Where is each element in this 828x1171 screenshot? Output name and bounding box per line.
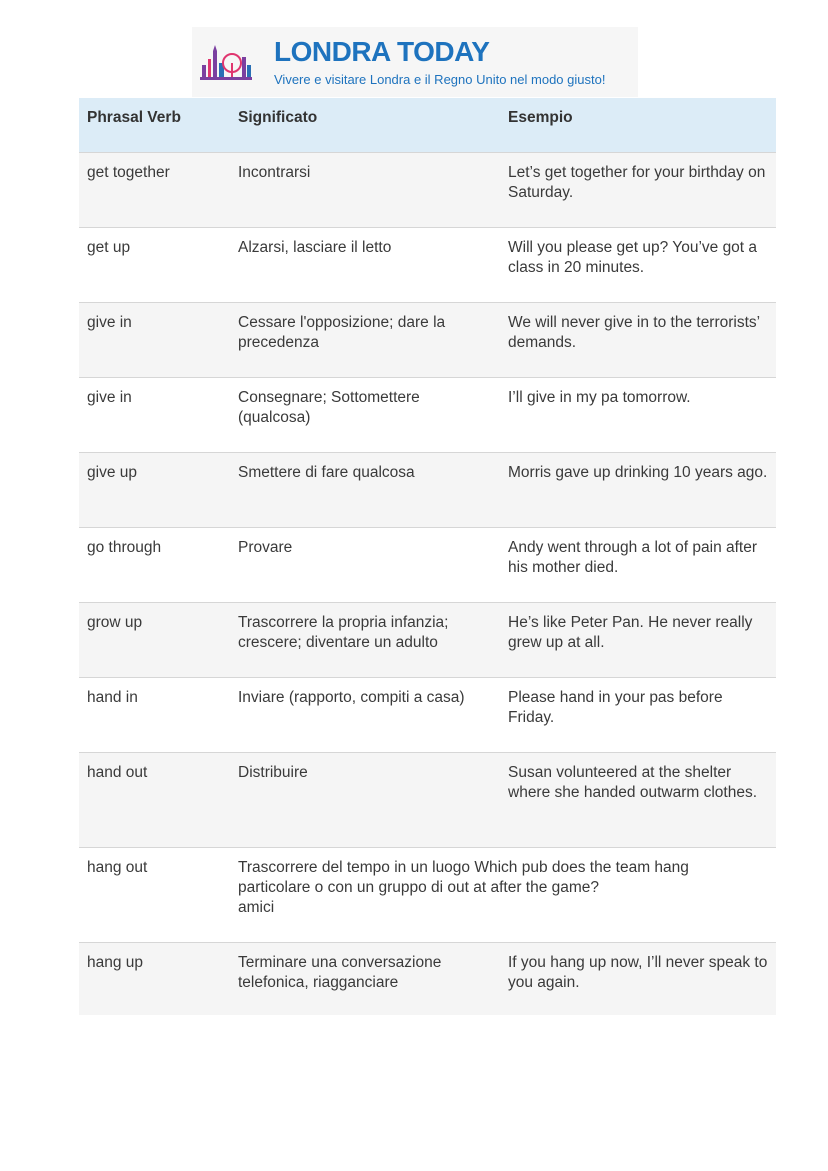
example-cell: If you hang up now, I’ll never speak to you again.	[500, 942, 776, 1015]
table-row	[79, 602, 776, 677]
table-row	[79, 942, 776, 1015]
verb-cell: hand in	[79, 677, 230, 752]
table-row	[79, 847, 776, 942]
table-row	[79, 752, 776, 847]
verb-cell: give in	[79, 302, 230, 377]
example-cell: He’s like Peter Pan. He never really grew up at all.	[500, 602, 776, 677]
phrasal-verbs-table	[79, 98, 776, 1015]
site-tagline: Vivere e visitare Londra e il Regno Unito nel modo giusto!	[274, 72, 606, 87]
table-row	[79, 152, 776, 227]
table-header-row	[79, 98, 776, 152]
table-row	[79, 227, 776, 302]
merged-meaning-example-cell: Trascorrere del tempo in un luogo Which pub does the team hang particolare o con un gruppo di out at after the game? amici	[230, 847, 776, 942]
column-header-example: Esempio	[500, 98, 776, 152]
table-row	[79, 677, 776, 752]
site-title: LONDRA TODAY	[274, 36, 490, 67]
meaning-cell: Distribuire	[230, 752, 500, 847]
example-cell: Will you please get up? You’ve got a class in 20 minutes.	[500, 227, 776, 302]
table-row	[79, 527, 776, 602]
site-banner	[192, 27, 638, 97]
verb-cell: hang out	[79, 847, 230, 942]
meaning-cell: Incontrarsi	[230, 152, 500, 227]
verb-cell: hang up	[79, 942, 230, 1015]
verb-cell: hand out	[79, 752, 230, 847]
column-header-phrasal-verb: Phrasal Verb	[79, 98, 230, 152]
meaning-cell: Trascorrere la propria infanzia; crescere; diventare un adulto	[230, 602, 500, 677]
verb-cell: get together	[79, 152, 230, 227]
meaning-cell: Alzarsi, lasciare il letto	[230, 227, 500, 302]
example-cell: Andy went through a lot of pain after his mother died.	[500, 527, 776, 602]
meaning-cell: Consegnare; Sottomettere (qualcosa)	[230, 377, 500, 452]
meaning-cell: Terminare una conversazione telefonica, riagganciare	[230, 942, 500, 1015]
column-header-meaning: Significato	[230, 98, 500, 152]
example-cell: Let’s get together for your birthday on Saturday.	[500, 152, 776, 227]
example-cell: Susan volunteered at the shelter where she handed outwarm clothes.	[500, 752, 776, 847]
example-cell: I’ll give in my pa tomorrow.	[500, 377, 776, 452]
verb-cell: give up	[79, 452, 230, 527]
meaning-cell: Smettere di fare qualcosa	[230, 452, 500, 527]
table-row	[79, 377, 776, 452]
table-row	[79, 452, 776, 527]
verb-cell: grow up	[79, 602, 230, 677]
example-cell: Morris gave up drinking 10 years ago.	[500, 452, 776, 527]
meaning-cell: Provare	[230, 527, 500, 602]
example-cell: Please hand in your pas before Friday.	[500, 677, 776, 752]
table-row	[79, 302, 776, 377]
example-cell: We will never give in to the terrorists’ demands.	[500, 302, 776, 377]
verb-cell: get up	[79, 227, 230, 302]
london-skyline-logo-icon	[200, 45, 252, 85]
meaning-cell: Inviare (rapporto, compiti a casa)	[230, 677, 500, 752]
verb-cell: give in	[79, 377, 230, 452]
meaning-cell: Cessare l'opposizione; dare la precedenza	[230, 302, 500, 377]
verb-cell: go through	[79, 527, 230, 602]
